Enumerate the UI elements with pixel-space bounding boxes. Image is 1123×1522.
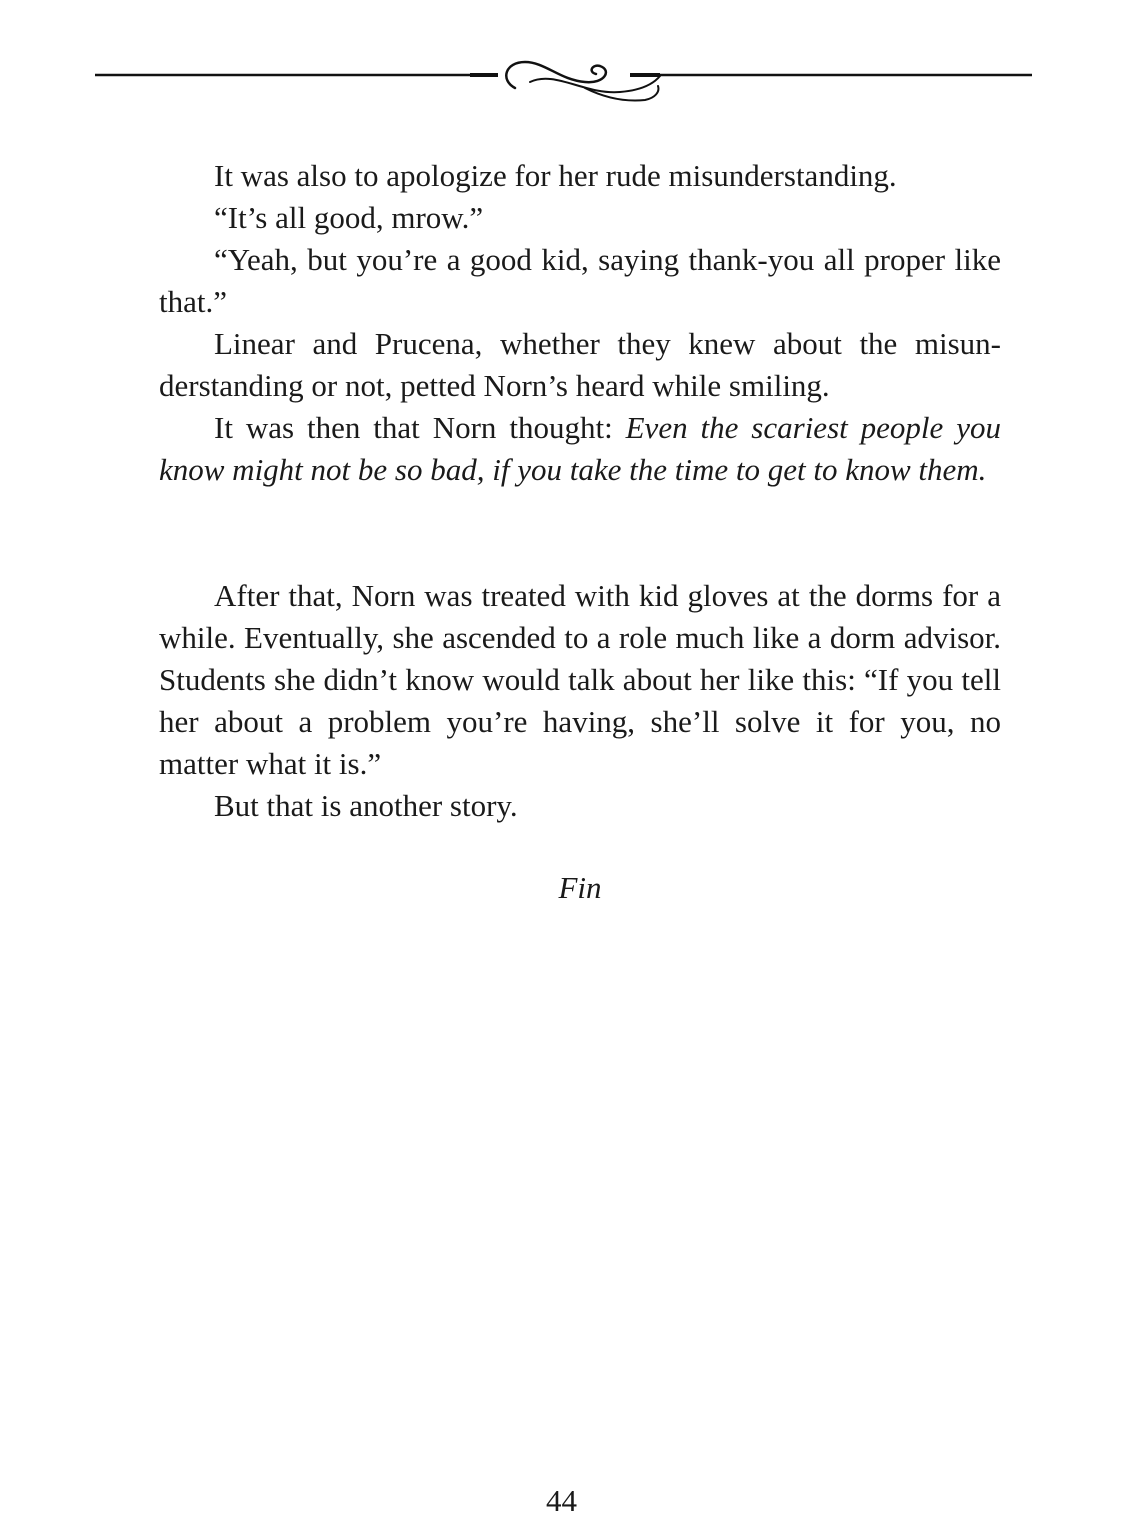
- thought-italic: Even the scariest people you know might not be so bad, if you take the time to get to know them.: [159, 410, 1001, 487]
- paragraph: “It’s all good, mrow.”: [214, 200, 484, 235]
- paragraph: “Yeah, but you’re a good kid, saying thank-you all proper like that.”: [159, 242, 1001, 319]
- paragraph: But that is another story.: [214, 788, 518, 823]
- paragraph-thought: [159, 407, 1001, 491]
- body-text: [159, 155, 1001, 909]
- page-number: 44: [546, 1483, 577, 1518]
- thought-lead: It was then that Norn thought:: [214, 410, 626, 445]
- scene-break: [159, 491, 1001, 575]
- closing-fin: Fin: [558, 870, 602, 905]
- paragraph: After that, Norn was treated with kid gloves at the dorms for a while. Eventually, she ascended to a role much like a dorm advisor. Students she didn’t know would talk about her like this: “If you tell her about a problem you’re having, she’ll solve it for you, no matter what it is.”: [159, 578, 1001, 781]
- header-flourish-ornament: [0, 40, 1123, 120]
- paragraph: It was also to apologize for her rude misunderstanding.: [214, 158, 897, 193]
- paragraph: Linear and Prucena, whether they knew about the misunderstanding or not, petted Norn’s heard while smiling.: [159, 326, 1001, 403]
